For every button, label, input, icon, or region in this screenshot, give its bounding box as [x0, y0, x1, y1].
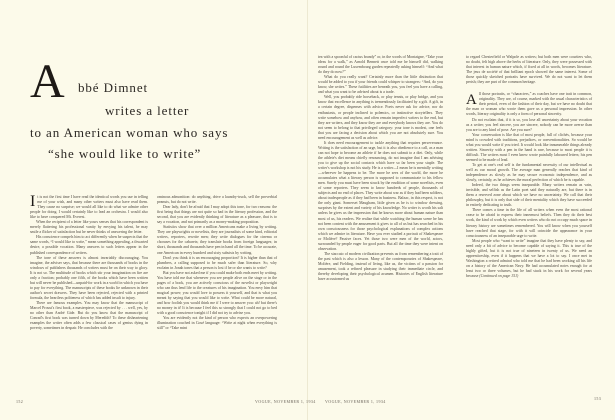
- body-column-3: [318, 55, 443, 282]
- headline-initial: A: [30, 55, 65, 108]
- gutter-divider: [307, 0, 308, 420]
- drop-cap: A: [466, 92, 477, 109]
- paragraph: There comes a time in the life of all writers when even the most rational cease to be afraid to express their innermost beliefs. Then they do their best work, the kind of work by which even writers who do not occupy much space in literary history are sometimes remembered. You will know when you yourself have reached that stage, for with it will coincide the appearance in your consciousness of an inseparable urge to write.: [466, 208, 592, 238]
- paragraph: Statistics show that over a million Americans make a living by writing. They are playwrights or novelists, they are journalists of some kind, editorial writers, reporters, rewrite men; they write dialogues for the cinema or choruses for the cabarets; they translate books from foreign languages; in short, thousands and thousands have pen in hand all the time. To be accurate, one American in every hundred and sixty subsists by writing.: [157, 225, 277, 255]
- paragraph: ominous admonition: do anything, drive a laundry-truck, sell the proverbial peanuts, but do not write.: [157, 195, 277, 205]
- paragraph: [466, 239, 592, 279]
- page-number-left: 152: [16, 399, 24, 404]
- body-column-2: [157, 195, 277, 331]
- headline-line-1: bbé Dimnet: [78, 80, 149, 95]
- paragraph: His conscience compels him to act differently when he suspects that the same words, “I would like to write,” mean something appealing, a thwarted desire, a possible vocation. Many answers to such letters appear in the published correspondence of writers.: [30, 235, 148, 255]
- paragraph: Indeed, the two things seem inseparable. Many writers remain as vain, invisible, and selfish as the Latin poet said they naturally are, but there is in them a reserved zone about which we have no uncertainty. We call that their philosophy, but it is only that side of their mentality which they have succeeded in entirely dedicating to truth.: [466, 183, 592, 208]
- continued-note: (Continued on page 151): [479, 273, 519, 278]
- paragraph: The tone of these answers is almost invariably discouraging. You imagine, the adviser says, that because there are thousands of books in the windows of publishers thousands of writers must be on their way to glory. It is not so. The multitude of books which stir your imagination on fire are only a fraction; probably one fifth, of the books which have been written but will never be published—unpaid-for work in a world in which you have to pay for everything. The manuscripts of these books lie unknown in their author's secret drawers. They have been rejected, rejected with a printed formula, the heartless politeness of which has added insult to injury.: [30, 255, 148, 300]
- running-foot-left: VOGUE, NOVEMBER 1, 1934: [255, 399, 316, 404]
- paragraph: When the recipient of a letter like yours senses that his correspondent is merely flattering his professional vanity by envying his talent, he may smile a flicker of satisfaction but he never thinks of answering the letter.: [30, 220, 148, 235]
- headline-line-3: to an American woman who says: [30, 125, 229, 140]
- running-foot-right: VOGUE, NOVEMBER 1, 1934: [325, 399, 386, 404]
- section-break: [466, 92, 592, 117]
- paragraph: It does need encouragement to tackle anything that requires perseverance. Writing is the satisfaction of an urge, but it is also obedience to a call, as a man can not hope to become an athlete if he does not submit to a diet. Only, while the athlete's diet means chiefly renouncing, do not imagine that I am advising you to give up the social contacts which have so far been your staple. The writer's workshop is not his study. He is a writer—I mean he is mentally writing—wherever he happens to be. The more he sees of the world, the more he accumulates what a literary person is supposed to communicate to his fellow men. Surely you must have been struck by the erudition of some novelists, even of some reporters. They seem to know hundreds of people, thousands of subjects and no end of places. They write about war as if they had been soldiers, about tradespeople as if they had been in business. Balzac, in this respect, is not the only giant. Somerset Maugham, little given as he is to window dressing, surprises by the extent and variety of his knowledge. No writer is worth his salt unless he gives us the impression that he knows more about human nature than most of us, his readers. We realize that while watching the human scene he has not been content with the amusement it gives to all of us but has searched in his own consciousness for those psychological explanations of complex actions which we admire in literature. Have you ever studied a portrait of Shakespeare or Molière? Passive faces. Yet those two were men of the world, actors, surrounded by people eager for good parts. But all the time they were intent on observation.: [318, 140, 443, 251]
- headline-line-4: “she would like to write”: [48, 146, 202, 161]
- drop-cap: I: [30, 193, 36, 210]
- paragraph: to regard Chesterfield or Walpole as writers; but both men were courtiers who, no doubt, felt high above the herbs of literature. Only, they were possessed with that interest in human nature which, if fixed at all in words, becomes literature. The jeux de société of that brilliant epoch showed the same interest. Some of those quickly sketched portraits have survived. We do not want to let them perish; they are part of the common heritage.: [466, 55, 592, 85]
- paragraph: There are famous examples. You may know that the manuscript of Marcel Proust's first book, a masterpiece, was rejected by . . . well, yes, by no other than André Gide. But do you know that the manuscript of Conrad's first book was turned down by Meredith? To these disheartening examples the writer often adds a few classical cases of genius dying in poverty, sometimes in despair. He concludes with the: [30, 300, 148, 331]
- body-column-1: [30, 195, 148, 331]
- paragraph: To get at one's real self is the fundamental necessity of our intellectual as well as our moral growth. The average man generally reaches that kind of independence as slowly as he may secure economic independence, and as slowly, certainly, as he achieves the moral perfection of which he is capable.: [466, 162, 592, 183]
- body-column-4: [466, 55, 592, 279]
- paragraph: ll those portraits, or “characters,” as coaches have one trait in common, originality. They are, of course, marked with the usual characteristics of their period, even of the fashion of their day, but we have no doubt that the man or woman who wrote them gave us a personal impression. In other words, literary originality is only a form of personal sincerity.: [466, 92, 592, 117]
- paragraph: Don't you think it is an encouraging proportion? It is higher than that of plumbers, a calling supposed to be much safer than literature. So, why exclaim in Jonah tones that a person is lost if he or she wants to write?: [157, 255, 277, 270]
- paragraph: You are evidently not the kind of person who expects an overpowering illumination couched in Coué language: “Write at night when everything is still” or “Take mint: [157, 316, 277, 331]
- paragraph: Your conversation is like that of most people, full of clichés, because your mind is crowded with traditions, prejudices, or conventionalities. So would be what you would write if you tried. It would look like innumerable things already written. Sincerity with a pen in the hand is rare, because to most people it is difficult. The writers most I even knew wrote painfully laboured letters; his pen seemed to be made of lead.: [466, 132, 592, 162]
- paragraph: What do you really want? Certainly more than the little distinction that would be added to you if your friends could whisper to strangers: “And, do you know, she writes.” These futilities are beneath you, you feel you have a calling, and what you want to be advised about is a trade.: [318, 75, 443, 95]
- paragraph: Dear lady, don't be afraid that I may adopt this tone, for two reasons: the first being that things are not quite so bad in the literary profession, and the second, that you are evidently thinking of literature as a pleasure, that is to say a vocation, and not primarily as a money-making proposition.: [157, 205, 277, 225]
- paragraph-text: Most people who “want to write” imagine that they have plenty to say, and need only a bit of advice to become capable of saying it. This is true of the highly gifted, but it is not true of nineteen in twenty of us. We need an apprenticeship, even if it happens that we have a lot to say. I once met in Washington a retired admiral who told me that he had been working all his life on a history of the American Navy. He had accumulated notes enough for at least two or three volumes, but he had stuck in his work for several years because: [466, 238, 592, 278]
- page-number-right: 153: [594, 396, 602, 401]
- paragraph: The staccato of modern civilization prevents us from remembering a trait of the past which is also a lesson. Many of the contemporaries of Shakespeare, Molière, and Fielding, instead of living, like us, the victims of a passion for amusement, took a refined pleasure in studying their immediate circle, and thereby developing their psychological acumen. Histories of English literature have accustomed us: [318, 251, 443, 282]
- paragraph: tea with a spoonful of cactus brandy” or, in the words of Montaigne, “Take your ideas for a walk,” as Arnold Bennett once told me he himself did, walking round and round the Luxembourg garden repeatedly asking himself: “And what do they do now?”: [318, 55, 443, 75]
- paragraph: But you have not asked me if you could make both ends meet by writing. You have told me that whenever you see people alive on the stage or in the pages of a book, you are actively conscious of the novelist or playwright who can thus lend life to the creatures of his imagination. You envy him that magical power; you would love to possess it yourself, and that is what you meant by saying that you would like to write. What could be more natural, and how foolish you would think me if I were to answer you: ah! but there's no money in it! It is because I feel this so strongly that I could not go to bed with a good conscience tonight if I did not try to advise you.: [157, 270, 277, 316]
- headline-line-2: writes a letter: [105, 103, 190, 118]
- paragraph: Do not exclaim that, if it is so, you lose all uncertainty about your vocation as a writer; you feel sincere, you are sincere, nobody can be more averse than you are to any kind of pose. Are you sure?: [466, 117, 592, 132]
- paragraph: Well, you probably ride horseback, or play tennis, or play bridge, and you know that excellence in anything is tremendously facilitated by a gift. A gift, in a certain degree, dispenses with advice. Poets never ask for advice, nor do enthusiasts, or people inclined to polemics, or instinctive storytellers. They write somehow and anyhow, and often remain imperfect writers to the end, but they are writers, and they know they are and everybody knows they are. You do not seem to belong to that privileged category: your tone is modest, one feels that you are facing a decision about which you are not absolutely sure. You need encouragement as well as advice.: [318, 95, 443, 140]
- paragraph: t is not the first time I have read the identical words you use in telling me of your wish, and many other writers must also have read them. They cause no surprise; we would all like to do what we admire other people for doing. I would certainly like to lead an orchestra. I would also like to have conquered Mt. Everest.: [30, 195, 148, 220]
